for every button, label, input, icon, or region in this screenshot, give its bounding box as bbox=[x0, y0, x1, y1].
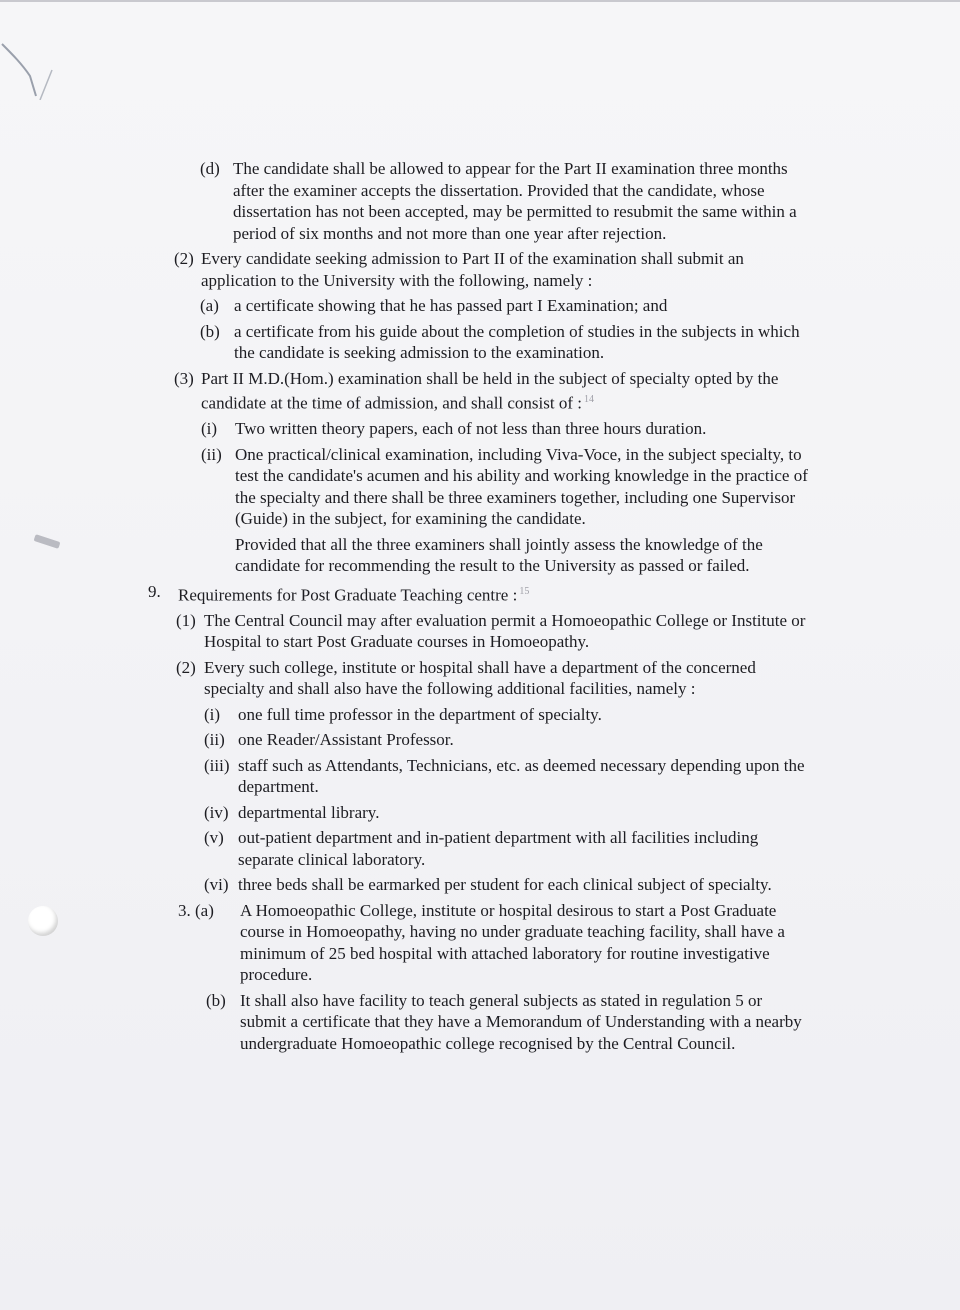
clause-text: Two written theory papers, each of not less than three hours duration. bbox=[235, 419, 707, 439]
clause-text: a certificate showing that he has passed part I Examination; and bbox=[234, 296, 668, 315]
clause-label: (2) bbox=[174, 249, 194, 268]
clause-d bbox=[0, 158, 960, 244]
clause-p2 bbox=[0, 248, 960, 291]
clause-s9_2ii bbox=[0, 729, 960, 751]
clause-text: Requirements for Post Graduate Teaching centre : $^{15}$ bbox=[178, 585, 530, 605]
clause-text: one full time professor in the department of specialty. bbox=[238, 704, 602, 724]
clause-p2a bbox=[0, 295, 960, 317]
clause-s9_2iii bbox=[0, 755, 960, 798]
clause-s3a bbox=[0, 900, 960, 986]
clause-text: a certificate from his guide about the completion of studies in the subjects in which the candidate is seeking admission to the examination. bbox=[234, 321, 800, 362]
clause-p3ii bbox=[0, 444, 960, 530]
document-body bbox=[0, 158, 960, 1058]
clause-label: (3) bbox=[174, 368, 194, 388]
clause-s9_2i bbox=[0, 704, 960, 726]
clause-s9_2v bbox=[0, 827, 960, 870]
clause-text: The candidate shall be allowed to appear for the Part II examination three months after the examiner accepts the dissertation. Provided that the candidate, whose dissertation has not been accepted, may be permitted to resubmit the same within a period of six months and not more than one year after rejection. bbox=[233, 159, 797, 243]
clause-text: It shall also have facility to teach general subjects as stated in regulation 5 or submit a certificate that they have a Memorandum of Understanding with a nearby undergraduate Homoeopathic college recognised by the Central Council. bbox=[240, 990, 802, 1053]
footnote-marker: 15 bbox=[519, 585, 530, 597]
clause-label: (vi) bbox=[204, 875, 229, 895]
clause-label: 9. bbox=[148, 581, 161, 601]
clause-s9_2vi bbox=[0, 874, 960, 896]
scan-corner-mark bbox=[0, 40, 70, 100]
clause-label: (iv) bbox=[204, 802, 229, 822]
clause-s9_2iv bbox=[0, 802, 960, 824]
clause-label: (a) bbox=[200, 296, 219, 315]
clause-label: (i) bbox=[201, 419, 218, 439]
footnote-marker: 14 bbox=[584, 394, 594, 405]
clause-label: (i) bbox=[204, 704, 221, 724]
clause-text: Part II M.D.(Hom.) examination shall be held in the subject of specialty opted by the candidate at the time of admission, and shall consist of : $^{14}$ bbox=[201, 368, 779, 413]
clause-s9_1 bbox=[0, 610, 960, 653]
clause-text: Every such college, institute or hospital shall have a department of the concerned specialty and shall also have the following additional facilities, namely : bbox=[204, 657, 756, 699]
clause-text: A Homoeopathic College, institute or hospital desirous to start a Post Graduate course in Homoeopathy, having no under graduate teaching facility, shall have a minimum of 25 bed hospital with attached laboratory for routine investigative procedure. bbox=[240, 900, 785, 985]
clause-text: three beds shall be earmarked per student for each clinical subject of specialty. bbox=[238, 875, 772, 895]
clause-label: 3. (a) bbox=[178, 900, 214, 920]
clause-label: (1) bbox=[176, 610, 196, 630]
clause-text: one Reader/Assistant Professor. bbox=[238, 730, 454, 750]
clause-text: departmental library. bbox=[238, 802, 380, 822]
clause-p2b bbox=[0, 321, 960, 364]
clause-p3i bbox=[0, 418, 960, 440]
clause-label: (iii) bbox=[204, 755, 230, 775]
clause-text: Provided that all the three examiners shall jointly assess the knowledge of the candidate for recommending the result to the University as passed or failed. bbox=[235, 534, 763, 576]
clause-label: (2) bbox=[176, 657, 196, 677]
clause-label: (ii) bbox=[204, 730, 225, 750]
clause-s9_2 bbox=[0, 657, 960, 700]
clause-label: (b) bbox=[200, 321, 220, 341]
clause-text: staff such as Attendants, Technicians, etc. as deemed necessary depending upon the department. bbox=[238, 755, 805, 797]
clause-text: Every candidate seeking admission to Part II of the examination shall submit an application to the University with the following, namely : bbox=[201, 249, 744, 290]
clause-label: (ii) bbox=[201, 444, 222, 464]
clause-label: (v) bbox=[204, 828, 224, 848]
clause-text: The Central Council may after evaluation permit a Homoeopathic College or Institute or Hospital to start Post Graduate courses in Homoeopathy. bbox=[204, 610, 806, 652]
clause-p3 bbox=[0, 368, 960, 415]
clause-s3b bbox=[0, 990, 960, 1055]
clause-label: (d) bbox=[200, 159, 220, 178]
clause-text: One practical/clinical examination, including Viva-Voce, in the subject specialty, to test the candidate's acumen and his ability and working knowledge in the practice of the specialty and there shall be three examiners together, including one Supervisor (Guide) in the subject, for examining the candidate. bbox=[235, 444, 808, 529]
clause-s9 bbox=[0, 581, 960, 606]
scan-top-edge bbox=[0, 0, 960, 2]
clause-text: out-patient department and in-patient department with all facilities including separate clinical laboratory. bbox=[238, 828, 759, 869]
clause-proviso bbox=[0, 534, 960, 577]
clause-label: (b) bbox=[206, 990, 226, 1010]
